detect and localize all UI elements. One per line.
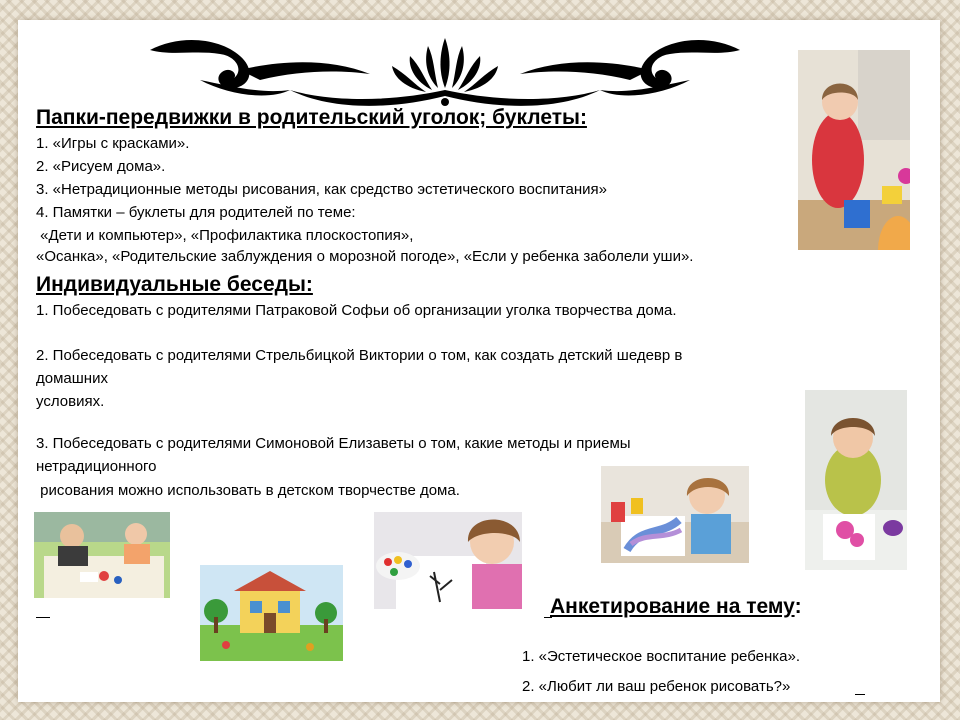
photo-girl-painting	[798, 50, 910, 250]
list-item: нетрадиционного	[36, 458, 157, 475]
heading-folders-booklets: Папки-передвижки в родительский уголок; буклеты:	[36, 106, 587, 129]
photo-girl-with-watercolors	[374, 512, 522, 609]
heading-individual-talks: Индивидуальные беседы:	[36, 273, 313, 296]
list-item: 3. «Нетрадиционные методы рисования, как средство эстетического воспитания»	[36, 181, 608, 198]
list-item: 2. Побеседовать с родителями Стрельбицкой Виктории о том, как создать детский шедевр в	[36, 347, 683, 364]
list-item: 4. Памятки – буклеты для родителей по теме:	[36, 204, 356, 221]
photo-childrens-drawing-house	[200, 565, 343, 661]
list-item: «Осанка», «Родительские заблуждения о морозной погоде», «Если у ребенка заболели уши».	[36, 248, 694, 265]
photo-girl-painting-blue	[601, 466, 749, 563]
list-item: 1. «Игры с красками».	[36, 135, 190, 152]
ornament-flourish-icon	[140, 30, 750, 112]
list-item: рисования можно использовать в детском творчестве дома.	[36, 482, 460, 499]
list-item: домашних	[36, 370, 108, 387]
underline-stub	[544, 617, 552, 618]
underline-stub	[855, 694, 865, 695]
list-item: условиях.	[36, 393, 105, 410]
list-item: 3. Побеседовать с родителями Симоновой Елизаветы о том, какие методы и приемы	[36, 435, 631, 452]
list-item: 1. Побеседовать с родителями Патраковой Софьи об организации уголка творчества дома.	[36, 302, 677, 319]
photo-children-at-table	[34, 512, 170, 598]
survey-item: 2. «Любит ли ваш ребенок рисовать?»	[522, 678, 791, 695]
heading-survey-colon: :	[794, 595, 802, 618]
survey-item: 1. «Эстетическое воспитание ребенка».	[522, 648, 801, 665]
list-item: 2. «Рисуем дома».	[36, 158, 166, 175]
heading-survey-text: Анкетирование на тему	[550, 595, 795, 618]
photo-girl-drawing-flowers	[805, 390, 907, 570]
list-item: «Дети и компьютер», «Профилактика плоскостопия»,	[36, 227, 414, 244]
heading-survey	[550, 595, 802, 619]
underline-stub	[36, 617, 50, 618]
